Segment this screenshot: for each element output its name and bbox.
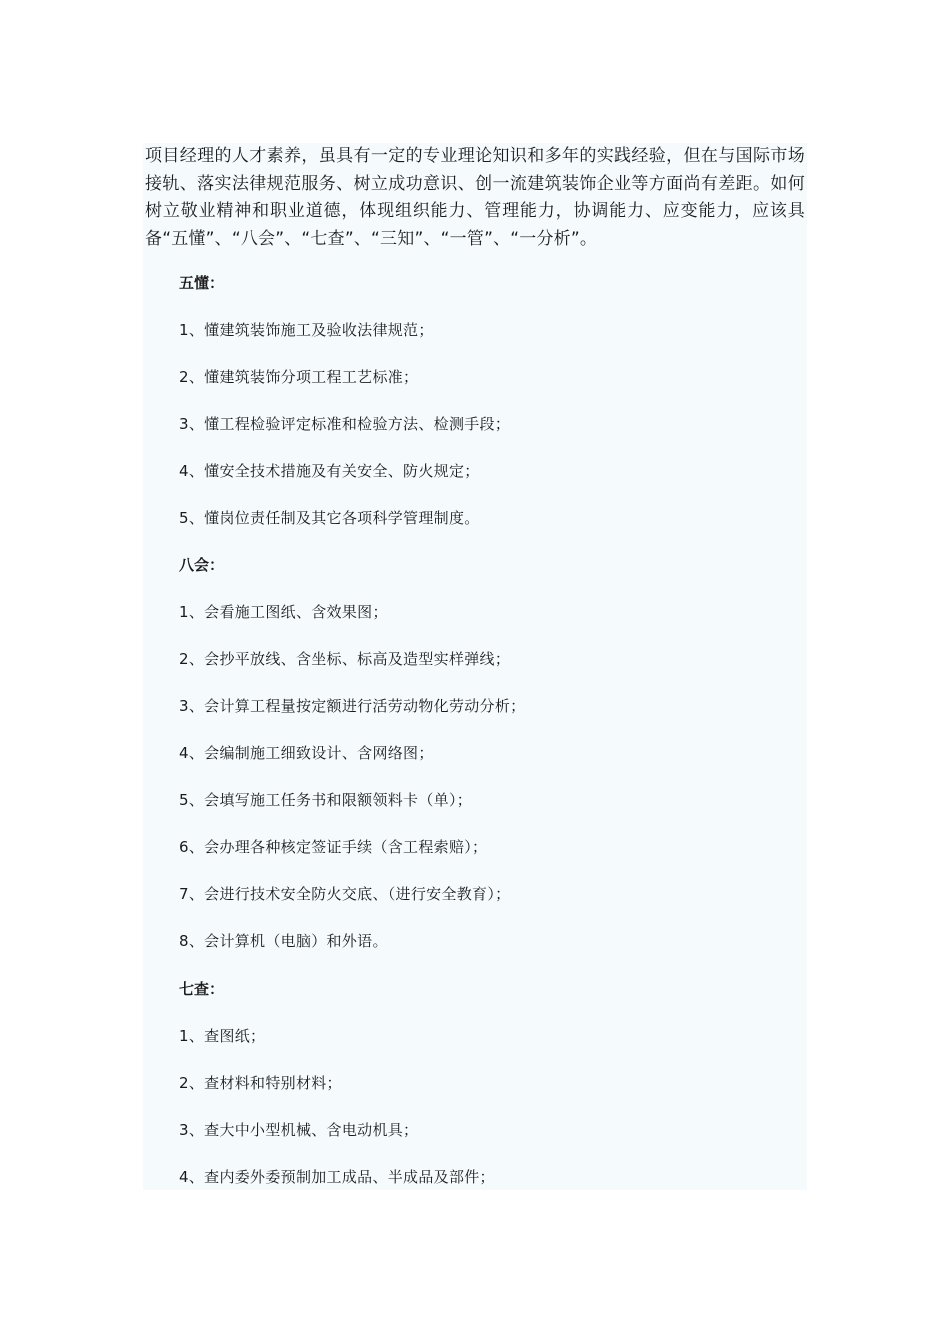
list-item: 2、查材料和特别材料； <box>179 1074 342 1092</box>
list-item: 5、会填写施工任务书和限额领料卡（单）； <box>179 791 473 809</box>
intro-paragraph: 项目经理的人才素养，虽具有一定的专业理论知识和多年的实践经验，但在与国际市场接轨、落实法律规范服务、树立成功意识、创一流建筑装饰企业等方面尚有差距。如何树立敬业精神和职业道德，体现组织能力、管理能力，协调能力、应变能力，应该具备“五懂”、“八会”、“七查”、“三知”、“一管”、“一分析”。 <box>145 146 805 249</box>
list-item: 2、会抄平放线、含坐标、标高及造型实样弹线； <box>179 650 511 668</box>
list-item: 3、查大中小型机械、含电动机具； <box>179 1121 419 1139</box>
list-item: 7、会进行技术安全防火交底、（进行安全教育）； <box>179 885 511 903</box>
list-item: 6、会办理各种核定签证手续（含工程索赔）； <box>179 838 488 856</box>
document-content <box>143 143 807 1190</box>
section-heading-qicha: 七查： <box>179 980 225 998</box>
list-item: 5、懂岗位责任制及其它各项科学管理制度。 <box>179 509 480 527</box>
list-item: 4、会编制施工细致设计、含网络图； <box>179 744 434 762</box>
list-item: 3、懂工程检验评定标准和检验方法、检测手段； <box>179 415 511 433</box>
list-item: 4、查内委外委预制加工成品、半成品及部件； <box>179 1168 495 1186</box>
list-item: 3、会计算工程量按定额进行活劳动物化劳动分析； <box>179 697 526 715</box>
section-heading-bahui: 八会： <box>179 556 225 574</box>
section-heading-wudong: 五懂： <box>179 274 225 292</box>
list-item: 2、懂建筑装饰分项工程工艺标准； <box>179 368 419 386</box>
list-item: 4、懂安全技术措施及有关安全、防火规定； <box>179 462 480 480</box>
list-item: 1、会看施工图纸、含效果图； <box>179 603 388 621</box>
list-item: 1、查图纸； <box>179 1027 266 1045</box>
list-item: 8、会计算机（电脑）和外语。 <box>179 932 388 950</box>
list-item: 1、懂建筑装饰施工及验收法律规范； <box>179 321 434 339</box>
